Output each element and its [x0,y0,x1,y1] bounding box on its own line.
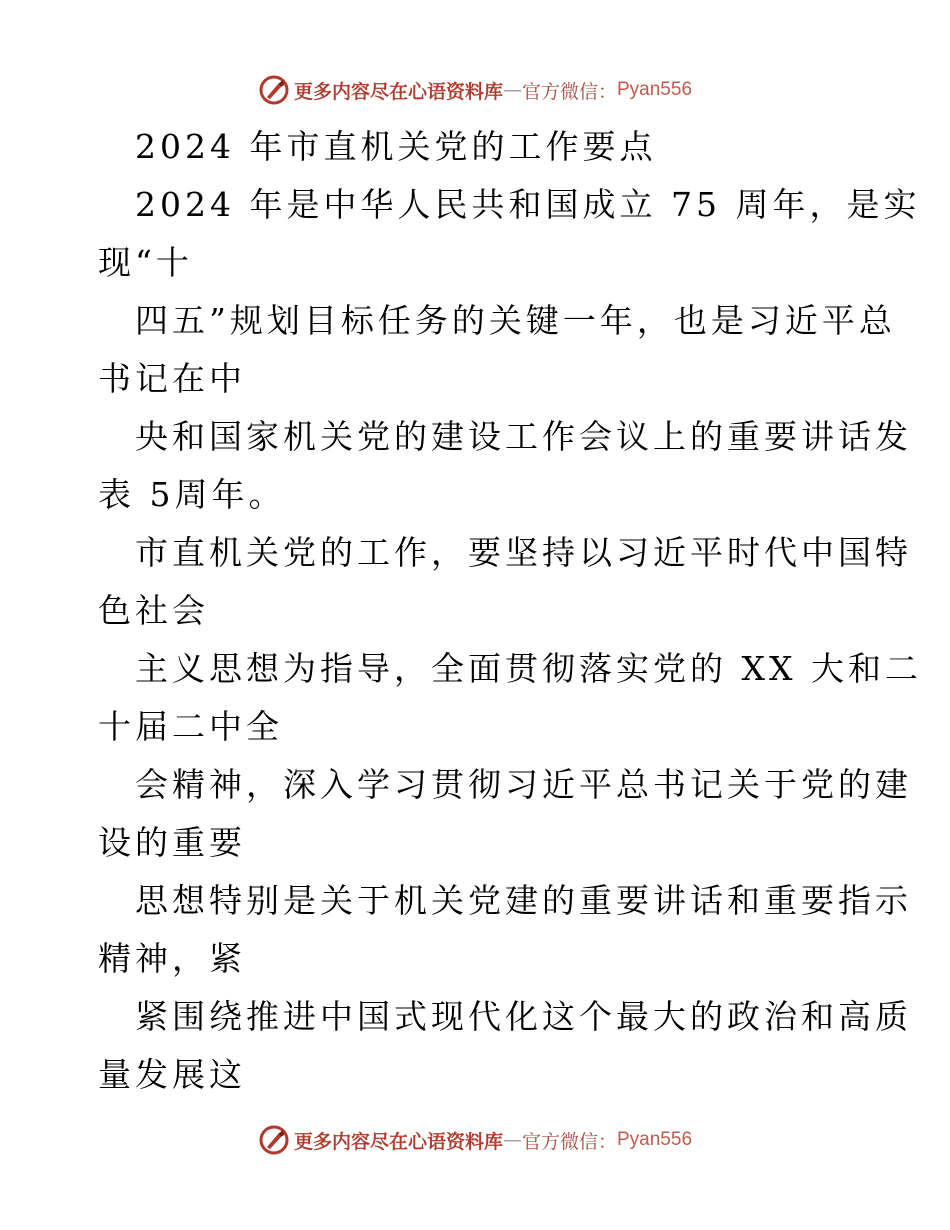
text-line: 央和国家机关党的建设工作会议上的重要讲话发 [135,417,912,456]
banner-main-text: 更多内容尽在心语资料库 [293,80,503,103]
text-line: 会精神，深入学习贯彻习近平总书记关于党的建 [135,765,912,804]
banner-wechat-id: Pyan556 [617,79,693,100]
text-line: 现“十 [98,243,193,282]
text-line: 四五”规划目标任务的关键一年，也是习近平总 [135,301,896,340]
banner-label: 官方微信： [521,80,617,103]
banner-wechat-id: Pyan556 [617,1129,693,1150]
text-line: 主义思想为指导，全面贯彻落实党的 XX 大和二 [135,649,922,688]
text-line: 量发展这 [98,1055,246,1094]
text-line: 书记在中 [98,359,246,398]
text-line: 紧围绕推进中国式现代化这个最大的政治和高质 [135,997,912,1036]
text-line: 表 5周年。 [98,475,286,514]
banner-separator: — [502,1129,522,1151]
pen-logo-icon [258,74,290,106]
text-line: 设的重要 [98,823,246,862]
document-body [98,118,922,1104]
document-title: 2024 年市直机关党的工作要点 [135,127,657,166]
pen-logo-icon [258,1124,290,1156]
banner-main-text: 更多内容尽在心语资料库 [293,1130,503,1153]
banner-label: 官方微信： [521,1130,617,1153]
header-banner [0,70,950,110]
text-line: 十届二中全 [98,707,283,746]
text-line: 精神，紧 [98,939,246,978]
text-line: 2024 年是中华人民共和国成立 75 周年，是实 [135,185,921,224]
footer-banner [0,1120,950,1160]
text-line: 思想特别是关于机关党建的重要讲话和重要指示 [135,881,912,920]
text-line: 色社会 [98,591,209,630]
text-line: 市直机关党的工作，要坚持以习近平时代中国特 [135,533,912,572]
banner-separator: — [502,79,522,101]
